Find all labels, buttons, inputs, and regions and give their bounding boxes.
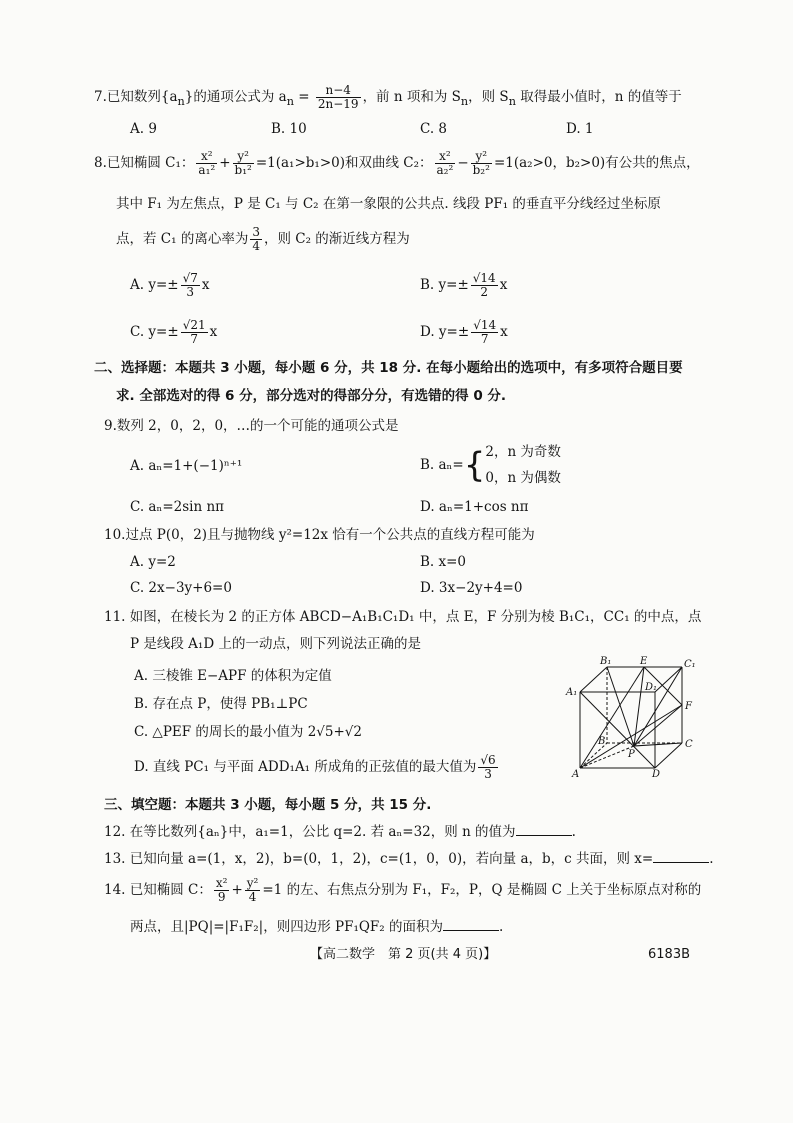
opt-fraction (181, 272, 200, 299)
q7-option-d[interactable]: D. 1 (566, 121, 594, 137)
q9-option-d[interactable]: D. aₙ=1+cos nπ (420, 499, 529, 515)
frac-den: 2 (480, 285, 489, 300)
frac-den: 7 (480, 332, 489, 347)
frac-den: 9 (217, 890, 226, 905)
edge-a1-b1 (580, 667, 607, 692)
q9-option-a[interactable]: A. aₙ=1+(−1)ⁿ⁺¹ (130, 458, 243, 474)
q10-option-a[interactable]: A. y=2 (130, 554, 176, 570)
q7-sub: n (177, 94, 185, 108)
q8-text-b: =1(a₁>b₁>0)和双曲线 C₂： (255, 155, 433, 172)
opt-suffix: x (209, 324, 218, 341)
label-c1: C₁ (684, 659, 696, 670)
opt-suffix: x (500, 324, 508, 341)
frac-num: x² (435, 150, 456, 164)
q14-answer-blank[interactable] (443, 918, 499, 931)
segment-p-f (634, 705, 682, 746)
q9-option-b[interactable] (420, 440, 561, 491)
q7-option-a[interactable]: A. 9 (130, 121, 157, 137)
opt-fraction (478, 754, 497, 781)
frac-den: a₁² (198, 163, 216, 178)
q10-option-b[interactable]: B. x=0 (420, 554, 467, 570)
opt-suffix: x (499, 277, 508, 294)
frac-num: y² (246, 876, 259, 890)
q13-stem (104, 850, 714, 867)
q14-end: . (499, 919, 504, 935)
q8-text-3a: 点，若 C₁ 的离心率为 (116, 231, 249, 248)
q10-option-d[interactable]: D. 3x−2y+4=0 (420, 580, 523, 596)
q14-y-term (245, 877, 261, 904)
q7-sub-4: n (508, 94, 516, 108)
frac-num: √6 (480, 753, 496, 767)
edge-d-c (655, 743, 682, 768)
q14-text-a: 14. 已知椭圆 C： (104, 882, 212, 899)
q13-text: 13. 已知向量 a=(1，x，2)，b=(0，1，2)，c=(1，0，0)，若向量 a，b，c 共面，则 x= (104, 851, 654, 867)
opt-fraction (471, 272, 498, 299)
q8-text-3b: ，则 C₂ 的渐近线方程为 (263, 231, 410, 248)
q8-option-b[interactable] (420, 272, 507, 299)
q8-option-a[interactable] (130, 272, 210, 299)
opt-prefix: B. y=± (420, 277, 469, 294)
q12-stem (104, 823, 576, 840)
section2-heading: 二、选择题：本题共 3 小题，每小题 6 分，共 18 分. 在每小题给出的选项中，有多项符合题目要 (94, 360, 683, 376)
q7-stem (94, 84, 682, 111)
opt-prefix: B. aₙ= (420, 457, 464, 474)
q10-option-c[interactable]: C. 2x−3y+6=0 (130, 580, 232, 596)
label-p: P (628, 749, 635, 760)
q9-cases (485, 440, 561, 491)
q9-stem: 9.数列 2，0，2，0，…的一个可能的通项公式是 (104, 418, 399, 434)
q8-plus: + (219, 155, 231, 172)
frac-den: 3 (484, 767, 492, 782)
section3-heading: 三、填空题：本题共 3 小题，每小题 5 分，共 15 分. (104, 797, 432, 813)
q8-line2: 其中 F₁ 为左焦点，P 是 C₁ 与 C₂ 在第一象限的公共点. 线段 PF₁ 的垂直平分线经过坐标原 (116, 196, 661, 212)
q8-line1 (94, 150, 700, 177)
cube-figure (560, 655, 710, 780)
q8-option-c[interactable] (130, 319, 217, 346)
label-a1: A₁ (566, 687, 578, 698)
q12-end: . (571, 824, 576, 840)
label-f: F (685, 701, 692, 712)
opt-prefix: D. y=± (420, 324, 470, 341)
q11-line2: P 是线段 A₁D 上的一动点，则下列说法正确的是 (130, 636, 421, 652)
segment-a-p (580, 746, 634, 768)
q7-text-c: = (293, 89, 314, 106)
q8-ellipse-x-term (196, 150, 217, 177)
frac-den: b₂² (472, 163, 490, 178)
q14-line1 (104, 877, 701, 904)
segment-p-b1 (607, 667, 634, 746)
frac-num: x² (215, 876, 228, 890)
q8-text-c: =1(a₂>0，b₂>0)有公共的焦点， (493, 155, 700, 172)
frac-den: a₂² (436, 163, 454, 178)
frac-num: y² (233, 150, 254, 164)
label-e: E (640, 656, 648, 667)
frac-num: √21 (182, 318, 206, 332)
q7-frac-num: n−4 (316, 84, 361, 98)
frac-den: 4 (248, 890, 257, 905)
q7-option-b[interactable]: B. 10 (271, 121, 307, 137)
frac-den: 7 (190, 332, 198, 347)
paper-code: 6183B (648, 947, 691, 962)
label-a: A (572, 769, 580, 780)
frac-num: y² (471, 150, 492, 164)
frac-num: 3 (252, 225, 260, 239)
frac-num: √7 (182, 271, 198, 285)
frac-num: x² (196, 150, 217, 164)
q7-fraction (316, 84, 361, 111)
opt-fraction (471, 319, 498, 346)
q7-sub-3: n (460, 94, 469, 108)
edge-d1-c1 (655, 667, 682, 692)
q14-plus: + (231, 882, 243, 899)
q10-stem: 10.过点 P(0，2)且与抛物线 y²=12x 恰有一个公共点的直线方程可能为 (104, 527, 535, 543)
q12-answer-blank[interactable] (516, 823, 572, 836)
q8-ellipse-y-term (233, 150, 254, 177)
q14-text-2: 两点，且|PQ|=|F₁F₂|，则四边形 PF₁QF₂ 的面积为 (130, 919, 444, 935)
segment-p-c1 (634, 667, 682, 746)
q9-option-c[interactable]: C. aₙ=2sin nπ (130, 499, 225, 515)
case-2: 0，n 为偶数 (485, 469, 561, 486)
label-d: D (652, 769, 661, 780)
q8-line3 (116, 226, 410, 253)
q13-answer-blank[interactable] (653, 850, 709, 863)
q7-option-c[interactable]: C. 8 (420, 121, 448, 137)
frac-den: b₁² (234, 163, 252, 178)
q7-text-b: }的通项公式为 a (184, 89, 287, 106)
q7-text-f: 取得最小值时，n 的值等于 (515, 89, 682, 106)
q14-text-b: =1 的左、右焦点分别为 F₁，F₂，P，Q 是椭圆 C 上关于坐标原点对称的 (262, 882, 702, 899)
segment-p-e (634, 667, 644, 746)
opt-suffix: x (201, 277, 210, 294)
q11-option-a[interactable]: A. 三棱锥 E−APF 的体积为定值 (134, 668, 332, 684)
page-footer: 【高二数学 第 2 页(共 4 页)】 (310, 947, 497, 962)
frac-num: √14 (472, 271, 496, 285)
case-1: 2，n 为奇数 (485, 444, 561, 460)
frac-den: 3 (186, 285, 195, 300)
q7-text-d: ，前 n 项和为 S (362, 89, 461, 106)
label-c: C (685, 739, 693, 750)
q11-option-c[interactable]: C. △PEF 的周长的最小值为 2√5+√2 (134, 724, 362, 740)
q8-minus: − (457, 155, 469, 172)
q11-option-b[interactable]: B. 存在点 P，使得 PB₁⊥PC (134, 696, 308, 712)
left-brace-icon: { (463, 445, 486, 486)
opt-prefix: D. 直线 PC₁ 与平面 ADD₁A₁ 所成角的正弦值的最大值为 (134, 759, 477, 776)
label-b1: B₁ (600, 656, 612, 667)
frac-den: 4 (252, 239, 260, 254)
q12-text: 12. 在等比数列{aₙ}中，a₁=1，公比 q=2. 若 aₙ=32，则 n 的值为 (104, 824, 516, 840)
q8-hyperbola-y-term (471, 150, 492, 177)
section2-heading-2: 求. 全部选对的得 6 分，部分选对的得部分分，有选错的得 0 分. (116, 388, 507, 404)
q7-text-e: ，则 S (468, 89, 509, 106)
q8-hyperbola-x-term (435, 150, 456, 177)
q14-line2 (130, 918, 503, 935)
q8-eccentricity (250, 226, 262, 253)
q11-option-d[interactable] (134, 754, 500, 781)
label-b: B (598, 736, 606, 747)
opt-fraction (181, 319, 208, 346)
q7-frac-den: 2n−19 (317, 97, 359, 112)
q7-text-a: 7.已知数列{a (94, 89, 178, 106)
q7-sub-2: n (286, 94, 294, 108)
q13-end: . (709, 851, 714, 867)
label-d1: D₁ (645, 682, 658, 693)
q14-x-term (214, 877, 230, 904)
q11-line1: 11. 如图，在棱长为 2 的正方体 ABCD−A₁B₁C₁D₁ 中，点 E，F 分别为棱 B₁C₁，CC₁ 的中点，点 (104, 609, 702, 625)
opt-prefix: C. y=± (130, 324, 179, 341)
frac-num: √14 (473, 318, 497, 332)
q8-text-a: 8.已知椭圆 C₁： (94, 155, 195, 172)
q8-option-d[interactable] (420, 319, 508, 346)
opt-prefix: A. y=± (130, 277, 179, 294)
